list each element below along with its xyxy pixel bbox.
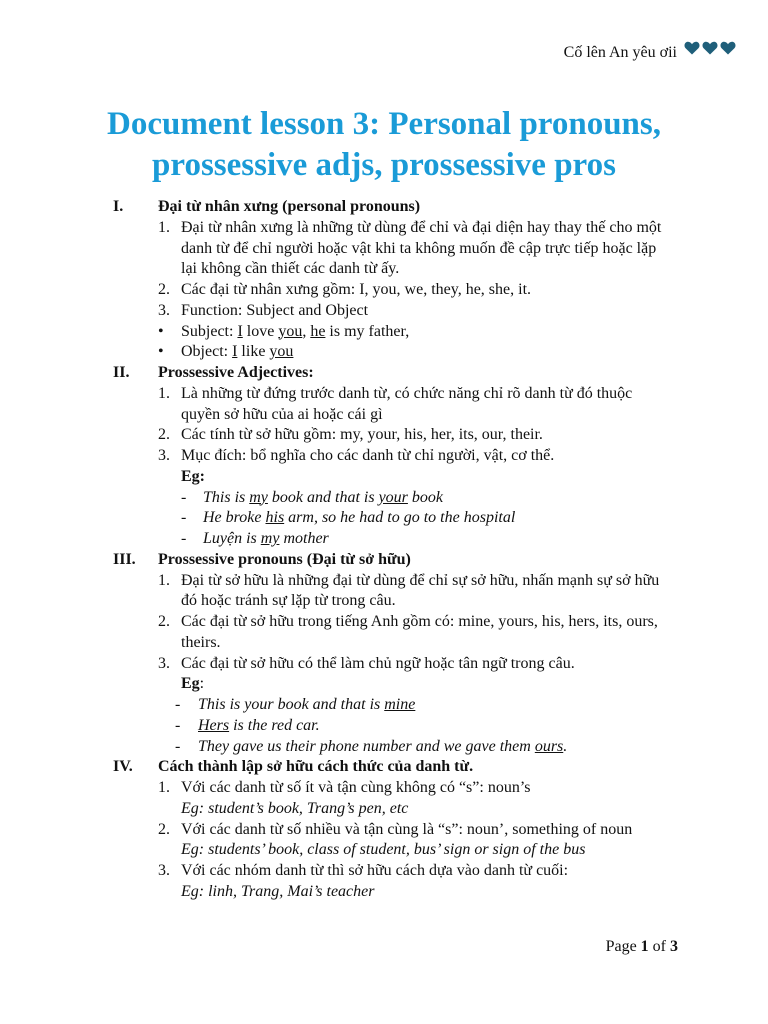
underlined-word: you — [278, 322, 303, 340]
list-item — [0, 218, 768, 239]
example-text — [203, 529, 329, 550]
list-text: Function: Subject and Object — [181, 301, 369, 319]
plain-text: , — [302, 322, 311, 340]
list-text: Đại từ sở hữu là những đại từ dùng để chỉ sự sở hữu, nhấn mạnh sự sở hữu — [181, 571, 660, 589]
list-number: 2. — [158, 613, 170, 630]
bullet-prefix: Subject: — [181, 322, 238, 340]
list-text: Các đại từ sở hữu trong tiếng Anh gồm có: mine, yours, his, hers, its, ours, — [181, 613, 658, 630]
total-pages-number: 3 — [670, 938, 678, 955]
hearts-group — [682, 41, 736, 55]
list-item-continued — [0, 259, 768, 280]
plain-text: Luyện is — [203, 530, 261, 547]
list-item — [0, 778, 768, 799]
list-text: lại không cần thiết các danh từ ấy. — [181, 260, 400, 278]
list-item — [0, 425, 768, 446]
example-item — [0, 716, 768, 737]
list-text: Các tính từ sở hữu gồm: my, your, his, her, its, our, their. — [181, 426, 543, 444]
list-text: danh từ để chỉ người hoặc vật khi ta không muốn đề cập trực tiếp hoặc lặp — [181, 239, 657, 257]
section-heading — [0, 550, 768, 571]
bullet-text — [181, 322, 409, 343]
list-item-continued — [0, 633, 768, 654]
section-number: II. — [113, 364, 130, 381]
list-item-continued — [0, 405, 768, 426]
example-text — [198, 716, 320, 737]
list-text: Các đại từ sở hữu có thể làm chủ ngữ hoặc tân ngữ trong câu. — [181, 654, 575, 672]
dash-marker: - — [181, 488, 187, 506]
plain-text: He broke — [203, 509, 266, 527]
underlined-word: you — [269, 343, 294, 361]
list-number: 3. — [158, 447, 170, 464]
plain-text: This is your book and that is — [198, 696, 385, 713]
dash-marker: - — [175, 716, 181, 734]
list-number: 2. — [158, 426, 170, 444]
plain-text: . — [563, 737, 568, 755]
list-text: Với các nhóm danh từ thì sở hữu cách dựa vào danh từ cuối: — [181, 862, 569, 879]
plain-text: arm, so he had to go to the hospital — [284, 509, 516, 527]
underlined-word: his — [265, 509, 285, 527]
underlined-word: Hers — [198, 716, 230, 734]
list-item-continued — [0, 239, 768, 260]
example-label-line — [0, 467, 768, 488]
example-text — [203, 488, 443, 509]
example-text — [198, 737, 567, 758]
list-text: quyền sở hữu của ai hoặc cái gì — [181, 405, 383, 423]
list-number: 1. — [158, 218, 170, 236]
section-heading — [0, 197, 768, 218]
list-item — [0, 446, 768, 467]
plain-text: This is — [203, 488, 250, 506]
list-text: Các đại từ nhân xưng gồm: I, you, we, they, he, she, it. — [181, 281, 532, 298]
dash-marker: - — [175, 737, 181, 755]
bullet-marker: • — [158, 322, 164, 340]
list-text: Đại từ nhân xưng là những từ dùng để chỉ và đại diện hay thay thế cho một — [181, 218, 662, 236]
list-number: 2. — [158, 281, 170, 298]
underlined-word: I — [232, 343, 238, 361]
list-item — [0, 612, 768, 633]
plain-text: mother — [279, 530, 329, 547]
section-title: Cách thành lập sở hữu cách thức của danh từ. — [158, 758, 474, 776]
list-item — [0, 384, 768, 405]
page-footer — [606, 938, 678, 956]
bullet-item — [0, 322, 768, 343]
plain-text: is my father, — [325, 322, 410, 340]
current-page-number: 1 — [640, 938, 649, 955]
document-body — [0, 197, 768, 903]
list-number: 3. — [158, 654, 170, 672]
list-number: 1. — [158, 384, 170, 402]
list-item — [0, 820, 768, 841]
list-item — [0, 301, 768, 322]
list-text: đó hoặc tránh sự lặp từ trong câu. — [181, 592, 396, 610]
underlined-word: my — [260, 530, 280, 547]
section-title: Đại từ nhân xưng (personal pronouns) — [158, 198, 421, 215]
bullet-text — [181, 342, 293, 363]
example-item — [0, 508, 768, 529]
list-number: 1. — [158, 779, 170, 796]
section-heading — [0, 757, 768, 778]
list-text: Với các danh từ số nhiều và tận cùng là “s”: noun’, something of noun — [181, 820, 633, 838]
plain-text: like — [237, 343, 270, 361]
list-item-example — [0, 882, 768, 903]
list-text: theirs. — [181, 633, 221, 651]
page-word: Page — [605, 938, 641, 955]
section-number: I. — [113, 198, 124, 215]
title-line-2: prossessive adjs, prossessive pros — [152, 147, 616, 183]
plain-text: book and that is — [267, 488, 379, 506]
list-number: 3. — [158, 301, 170, 319]
section-heading — [0, 363, 768, 384]
title-line-1: Document lesson 3: Personal pronouns, — [106, 106, 662, 142]
bullet-prefix: Object: — [181, 343, 233, 361]
bullet-marker: • — [158, 343, 164, 361]
list-item-continued — [0, 591, 768, 612]
plain-text: book — [407, 488, 444, 506]
example-label-line — [0, 674, 768, 695]
underlined-word: he — [310, 322, 326, 340]
example-item — [0, 529, 768, 550]
example-label — [181, 674, 204, 695]
header-note — [564, 44, 736, 62]
example-item — [0, 737, 768, 758]
heart-icon — [684, 41, 700, 55]
bullet-item — [0, 342, 768, 363]
underlined-word: your — [378, 488, 408, 506]
underlined-word: I — [237, 322, 243, 340]
example-label-colon: : — [199, 675, 205, 693]
list-text: Với các danh từ số ít và tận cùng không có “s”: noun’s — [181, 779, 531, 796]
underlined-word: mine — [384, 696, 416, 713]
section-title: Prossessive pronouns (Đại từ sở hữu) — [158, 550, 411, 568]
example-label-word: Eg — [181, 675, 200, 693]
dash-marker: - — [175, 696, 181, 713]
plain-text: is the red car. — [229, 716, 320, 734]
example-text: Eg: student’s book, Trang’s pen, etc — [181, 799, 409, 817]
dash-marker: - — [181, 509, 187, 527]
heart-icon — [720, 41, 736, 55]
section-number: IV. — [113, 758, 133, 776]
example-item — [0, 488, 768, 509]
list-text: Mục đích: bổ nghĩa cho các danh từ chỉ người, vật, cơ thể. — [181, 447, 555, 464]
heart-icon — [702, 41, 718, 55]
list-number: 3. — [158, 862, 170, 879]
underlined-word: ours — [534, 737, 564, 755]
of-word: of — [648, 938, 670, 955]
underlined-word: my — [249, 488, 268, 506]
dash-marker: - — [181, 530, 187, 547]
document-title — [0, 104, 768, 186]
section-number: III. — [113, 550, 136, 568]
list-number: 1. — [158, 571, 170, 589]
header-note-text: Cố lên An yêu ơii — [563, 44, 677, 61]
list-item — [0, 280, 768, 301]
plain-text: love — [242, 322, 279, 340]
example-item — [0, 695, 768, 716]
section-title: Prossessive Adjectives: — [158, 364, 314, 381]
example-text: Eg: students’ book, class of student, bus’ sign or sign of the bus — [181, 841, 586, 859]
list-item-example — [0, 840, 768, 861]
example-text: Eg: linh, Trang, Mai’s teacher — [181, 882, 375, 900]
plain-text: They gave us their phone number and we gave them — [198, 737, 535, 755]
example-text — [203, 508, 515, 529]
list-item — [0, 861, 768, 882]
list-text: Là những từ đứng trước danh từ, có chức năng chỉ rõ danh từ đó thuộc — [181, 384, 633, 402]
list-item-example — [0, 799, 768, 820]
example-label: Eg: — [181, 467, 205, 485]
list-item — [0, 654, 768, 675]
list-number: 2. — [158, 820, 170, 838]
example-text — [198, 695, 415, 716]
list-item — [0, 571, 768, 592]
